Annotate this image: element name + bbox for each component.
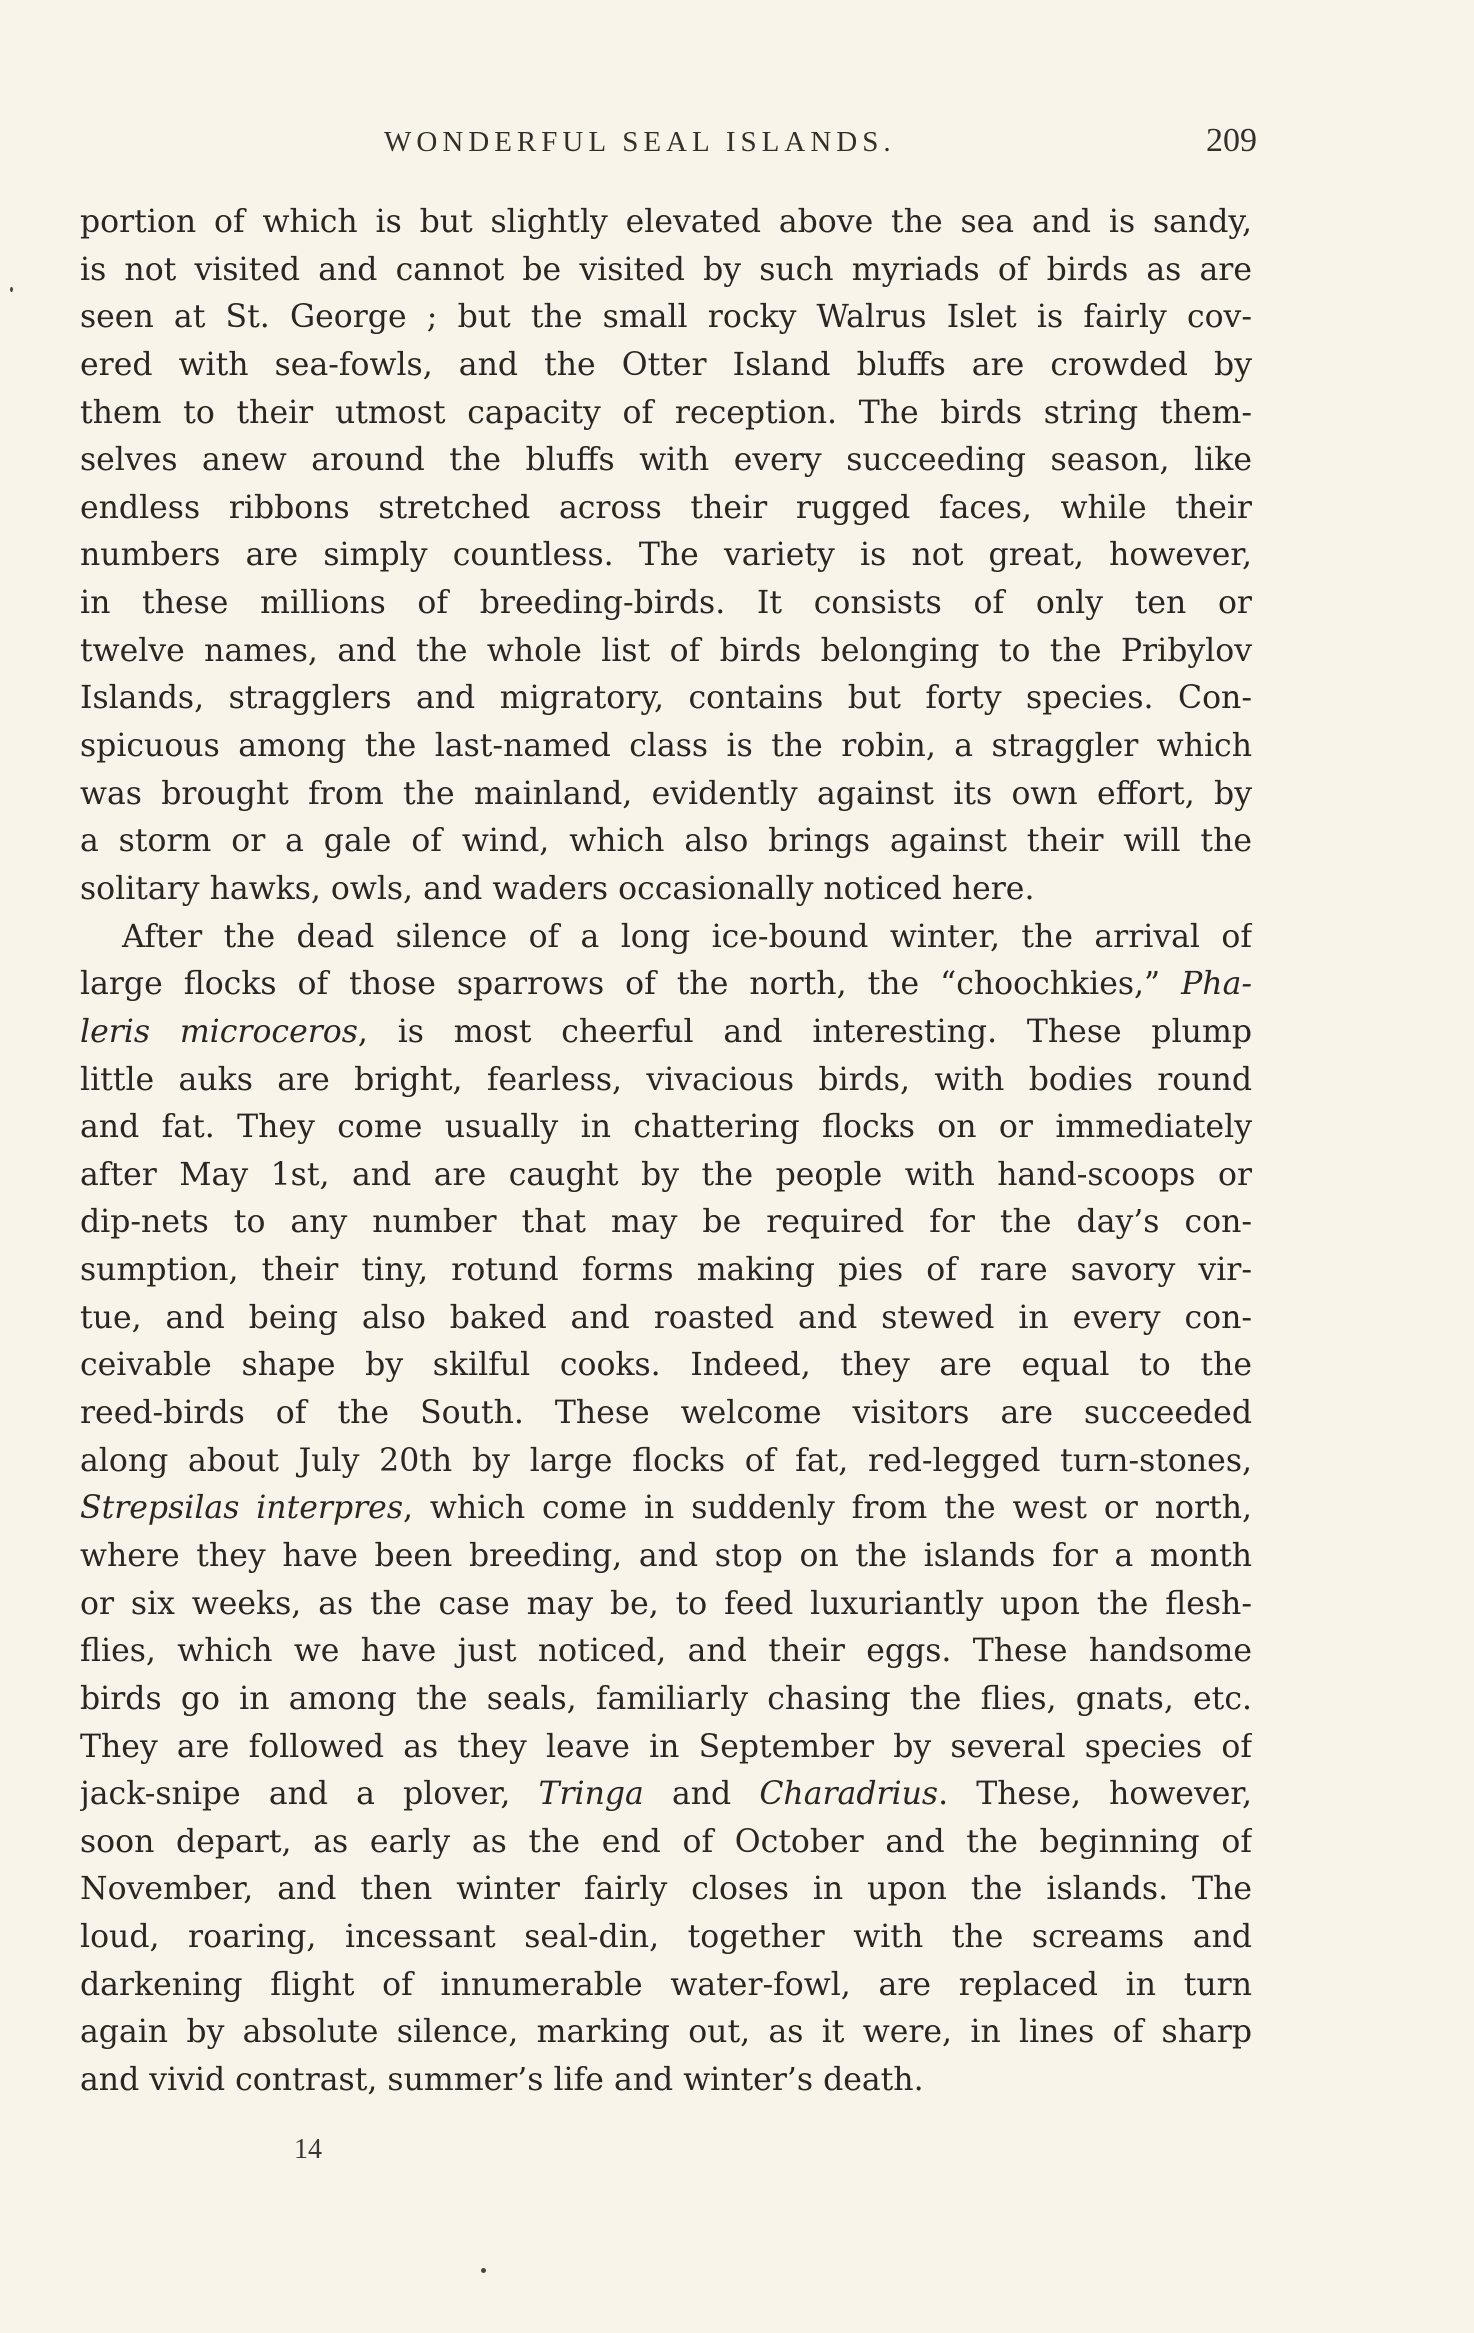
text-line: flies, which we have just noticed, and their eggs. These handsome	[80, 1633, 1252, 1670]
signature-mark: 14	[294, 2134, 322, 2165]
final-line: and vivid contrast, summer’s life and winter’s death.	[80, 2061, 924, 2098]
text-line: ceivable shape by skilful cooks. Indeed, they are equal to the	[80, 1347, 1252, 1384]
text-line: They are followed as they leave in September by several species of	[80, 1728, 1252, 1765]
text-line: Strepsilas interpres, which come in suddenly from the west or north,	[80, 1490, 1252, 1527]
text-line: again by absolute silence, marking out, as it were, in lines of sharp	[80, 2014, 1252, 2051]
text-line: soon depart, as early as the end of October and the beginning of	[80, 1823, 1252, 1860]
text-line: birds go in among the seals, familiarly chasing the flies, gnats, etc.	[80, 1680, 1252, 1717]
scientific-name: Strepsilas interpres	[80, 1490, 403, 1527]
paragraph-start-line: After the dead silence of a long ice-bound winter, the arrival of	[122, 918, 1252, 955]
text-line: where they have been breeding, and stop on the islands for a month	[80, 1537, 1252, 1574]
text-line: ered with sea-fowls, and the Otter Island bluffs are crowded by	[80, 346, 1252, 383]
text-line: and fat. They come usually in chattering flocks on or immediately	[80, 1109, 1252, 1146]
text-line: a storm or a gale of wind, which also brings against their will the	[80, 823, 1252, 860]
text-line: along about July 20th by large flocks of fat, red-legged turn-stones,	[80, 1442, 1252, 1479]
text-line: loud, roaring, incessant seal-din, together with the screams and	[80, 1919, 1252, 1956]
text-line: endless ribbons stretched across their rugged faces, while their	[80, 489, 1252, 526]
scientific-name: Charadrius	[759, 1776, 939, 1813]
text-line: little auks are bright, fearless, vivacious birds, with bodies round	[80, 1061, 1252, 1098]
page-number: 209	[1206, 122, 1257, 159]
text-line: spicuous among the last-named class is the robin, a straggler which	[80, 728, 1252, 765]
body-text	[80, 199, 1252, 2105]
text-line: or six weeks, as the case may be, to feed luxuriantly upon the flesh-	[80, 1585, 1252, 1622]
text-line: was brought from the mainland, evidently against its own effort, by	[80, 775, 1252, 812]
text-line: in these millions of breeding-birds. It consists of only ten or	[80, 585, 1252, 622]
text-line: tue, and being also baked and roasted and stewed in every con-	[80, 1299, 1252, 1336]
text-line: large flocks of those sparrows of the north, the “choochkies,” Pha-	[80, 966, 1252, 1003]
text-line: numbers are simply countless. The variety is not great, however,	[80, 537, 1252, 574]
paragraph-end-line: solitary hawks, owls, and waders occasionally noticed here.	[80, 870, 1035, 907]
text-line: November, and then winter fairly closes in upon the islands. The	[80, 1871, 1252, 1908]
scientific-name: Pha-	[1181, 966, 1252, 1003]
text-line: them to their utmost capacity of reception. The birds string them-	[80, 394, 1252, 431]
text-line: twelve names, and the whole list of birds belonging to the Pribylov	[80, 632, 1252, 669]
text-line: leris microceros, is most cheerful and interesting. These plump	[80, 1013, 1252, 1050]
text-line: is not visited and cannot be visited by such myriads of birds as are	[80, 251, 1252, 288]
text-line: Islands, stragglers and migratory, contains but forty species. Con-	[80, 680, 1252, 717]
text-line: seen at St. George ; but the small rocky Walrus Islet is fairly cov-	[80, 299, 1252, 336]
text-line: sumption, their tiny, rotund forms making pies of rare savory vir-	[80, 1252, 1252, 1289]
margin-speck	[10, 287, 13, 292]
running-head-title: WONDERFUL SEAL ISLANDS.	[384, 126, 896, 158]
text-line: dip-nets to any number that may be required for the day’s con-	[80, 1204, 1252, 1241]
text-line: darkening flight of innumerable water-fowl, are replaced in turn	[80, 1966, 1252, 2003]
bottom-speck	[481, 2268, 486, 2273]
scientific-name: Tringa	[538, 1776, 644, 1813]
text-line: after May 1st, and are caught by the people with hand-scoops or	[80, 1156, 1252, 1193]
text-line: jack-snipe and a plover, Tringa and Charadrius. These, however,	[80, 1776, 1252, 1813]
text-line: selves anew around the bluffs with every succeeding season, like	[80, 442, 1252, 479]
scientific-name: leris microceros	[80, 1013, 358, 1050]
text-line: portion of which is but slightly elevated above the sea and is sandy,	[80, 204, 1252, 240]
text-line: reed-birds of the South. These welcome visitors are succeeded	[80, 1395, 1252, 1432]
